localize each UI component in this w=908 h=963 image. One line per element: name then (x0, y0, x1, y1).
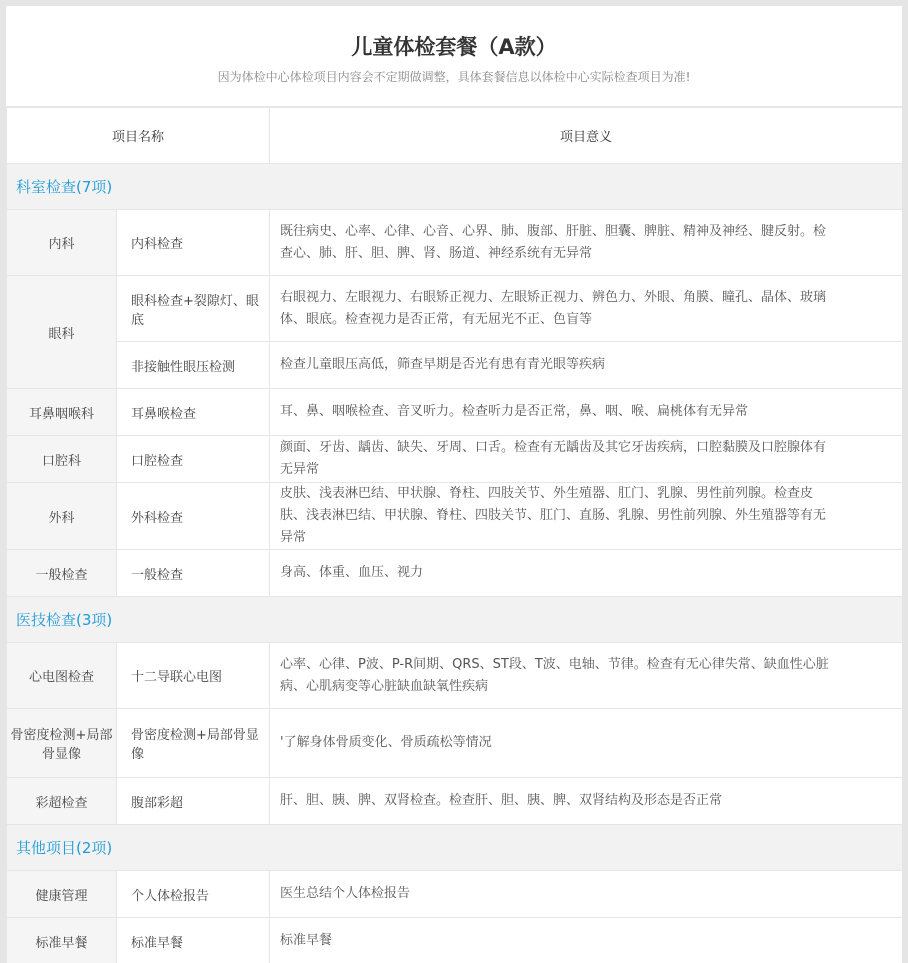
desc-cell: 心率、心律、P波、P-R间期、QRS、ST段、T波、电轴、节律。检查有无心律失常、缺血性心脏病、心肌病变等心脏缺血缺氧性疾病 (270, 643, 902, 709)
section-row (7, 597, 903, 643)
table-row (7, 389, 903, 436)
category-cell: 健康管理 (7, 871, 117, 918)
section-title: 科室检查(7项) (7, 164, 903, 210)
desc-cell: 身高、体重、血压、视力 (270, 550, 902, 597)
table-row (7, 918, 903, 963)
section-title: 医技检查(3项) (7, 597, 903, 643)
desc-cell: 检查儿童眼压高低，筛查早期是否光有患有青光眼等疾病 (270, 342, 902, 389)
category-cell: 耳鼻咽喉科 (7, 389, 117, 436)
category-cell: 外科 (7, 483, 117, 550)
category-cell: 眼科 (7, 276, 117, 389)
desc-cell: 肝、胆、胰、脾、双肾检查。检查肝、胆、胰、脾、双肾结构及形态是否正常 (270, 778, 902, 825)
table-row (7, 436, 903, 483)
table-row (7, 871, 903, 918)
category-cell: 骨密度检测+局部骨显像 (7, 709, 117, 778)
item-cell: 内科检查 (117, 210, 270, 276)
category-cell: 口腔科 (7, 436, 117, 483)
desc-cell: 既往病史、心率、心律、心音、心界、肺、腹部、肝脏、胆囊、脾脏、精神及神经、腱反射。检查心、肺、肝、胆、脾、肾、肠道、神经系统有无异常 (270, 210, 902, 276)
desc-cell: 耳、鼻、咽喉检查、音叉听力。检查听力是否正常，鼻、咽、喉、扁桃体有无异常 (270, 389, 902, 436)
table-header-row (7, 108, 903, 164)
item-cell: 标准早餐 (117, 918, 270, 963)
category-cell: 标准早餐 (7, 918, 117, 963)
desc-cell: 皮肤、浅表淋巴结、甲状腺、脊柱、四肢关节、外生殖器、肛门、乳腺、男性前列腺。检查皮肤、浅表淋巴结、甲状腺、脊柱、四肢关节、肛门、直肠、乳腺、男性前列腺、外生殖器等有无异常 (270, 483, 902, 550)
table-row (7, 210, 903, 276)
table-row (7, 778, 903, 825)
category-cell: 内科 (7, 210, 117, 276)
table-row (7, 550, 903, 597)
desc-cell: 颜面、牙齿、龋齿、缺失、牙周、口舌。检查有无龋齿及其它牙齿疾病，口腔黏膜及口腔腺体有无异常 (270, 436, 902, 483)
category-cell: 一般检查 (7, 550, 117, 597)
category-cell: 彩超检查 (7, 778, 117, 825)
page-subtitle: 因为体检中心体检项目内容会不定期做调整，具体套餐信息以体检中心实际检查项目为准! (217, 70, 691, 84)
item-cell: 外科检查 (117, 483, 270, 550)
section-title: 其他项目(2项) (7, 825, 903, 871)
table-row (7, 483, 903, 550)
section-row (7, 164, 903, 210)
table-row (7, 643, 903, 709)
category-cell: 心电图检查 (7, 643, 117, 709)
table-row (7, 342, 903, 389)
table-row (7, 709, 903, 778)
section-row (7, 825, 903, 871)
package-panel (6, 6, 902, 963)
desc-cell: 医生总结个人体检报告 (270, 871, 902, 918)
item-cell: 耳鼻喉检查 (117, 389, 270, 436)
item-cell: 腹部彩超 (117, 778, 270, 825)
item-cell: 个人体检报告 (117, 871, 270, 918)
item-cell: 十二导联心电图 (117, 643, 270, 709)
item-cell: 口腔检查 (117, 436, 270, 483)
item-cell: 非接触性眼压检测 (117, 342, 270, 389)
page-header (6, 6, 902, 107)
desc-cell: '了解身体骨质变化、骨质疏松等情况 (270, 709, 902, 778)
package-table (6, 107, 902, 963)
item-cell: 一般检查 (117, 550, 270, 597)
item-cell: 眼科检查+裂隙灯、眼底 (117, 276, 270, 342)
column-header-name: 项目名称 (7, 108, 270, 164)
column-header-meaning: 项目意义 (270, 108, 902, 164)
desc-cell: 标准早餐 (270, 918, 902, 963)
page-title: 儿童体检套餐（A款） (351, 35, 557, 59)
item-cell: 骨密度检测+局部骨显像 (117, 709, 270, 778)
desc-cell: 右眼视力、左眼视力、右眼矫正视力、左眼矫正视力、辨色力、外眼、角膜、瞳孔、晶体、玻璃体、眼底。检查视力是否正常，有无屈光不正、色盲等 (270, 276, 902, 342)
table-row (7, 276, 903, 342)
